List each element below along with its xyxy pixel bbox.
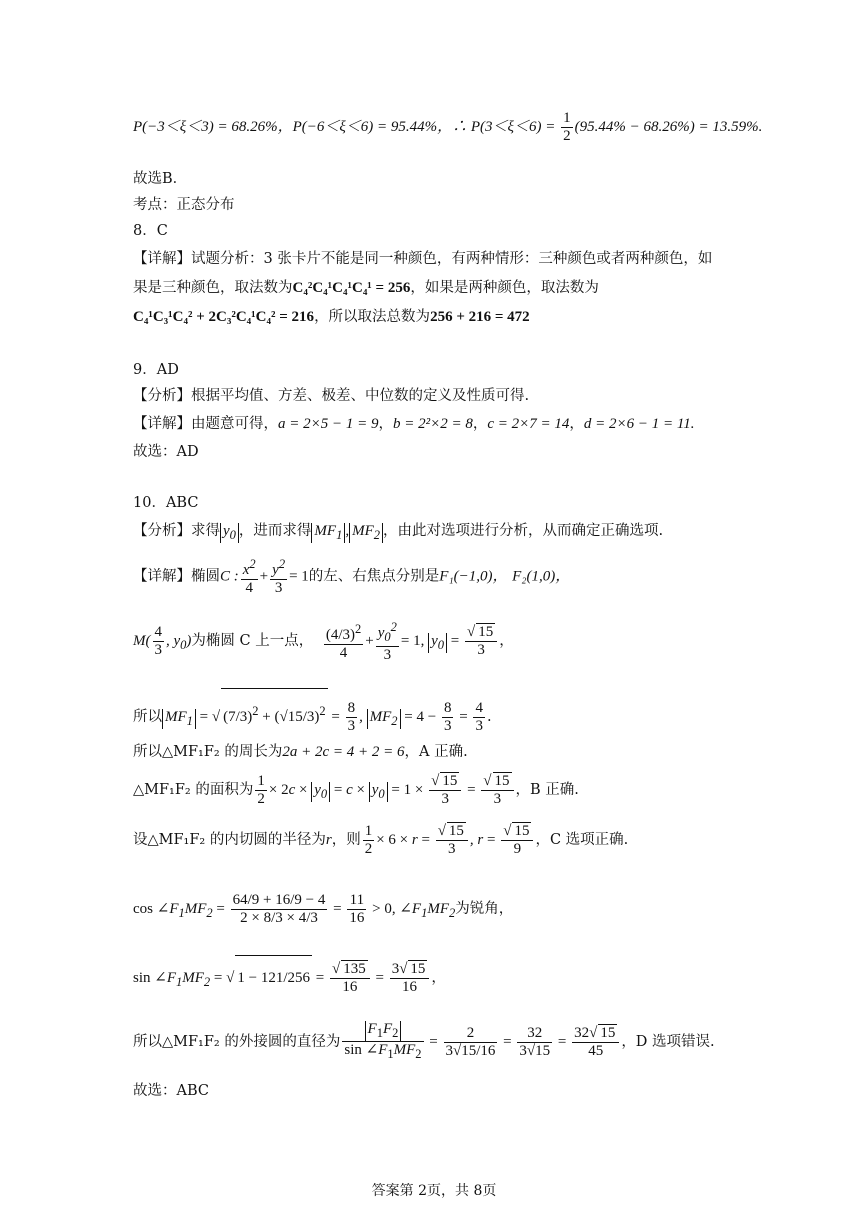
probability-formula: P(−3＜ξ＜3) = 68.26%，P(−6＜ξ＜6) = 95.44%，∴ P(3＜ξ＜6) = $\frac{1}{2}$ (95.44% − 68.26%) = 13.59%. [133, 110, 763, 145]
q10-area-line: △MF₁F₂ 的面积为 $\frac{1}{2}$ × $2c \times y_0 = c \times y_0 = 1$ × $\frac{√ 15}{3}$ = $\frac{√ 15}{3}$ ，B 正确. [133, 772, 579, 807]
q10-sin-line: $\sin \angle F_1MF_2$ = √ 1 − 121/256 = $\frac{√ 135}{16}$ = $\frac{3√ 15}{16}$ ， [133, 955, 788, 999]
q10-analysis: 【分析】求得 $y_0$ ，进而求得 $MF_1$ , $MF_2$ ，由此对选项进行分析，从而确定正确选项. [133, 523, 664, 542]
q8-formula-2: C₄¹C₃¹C₄² + 2C₃²C₄¹C₄² = 216 [133, 309, 315, 325]
q10-perimeter-line: 所以△MF₁F₂ 的周长为2a + 2c = 4 + 2 = 6，A 正确. [133, 744, 468, 760]
page-footer: 答案第 2页，共 8页 [371, 1183, 497, 1199]
q9-detail: 【详解】由题意可得，a = 2×5 − 1 = 9，b = 2²×2 = 8，c = 2×7 = 14，d = 2×6 − 1 = 11. [133, 416, 695, 432]
q10-cos-line: $\cos \angle F_1MF_2$ = $\frac{64/9 + 16/9 - 4}{2 \times 8/3 \times 4/3}$ = $\frac{11}{16}$ > 0, $\angle F_1MF_2$为锐角， [133, 891, 514, 926]
q9-answer: 故选：AD [133, 444, 199, 460]
q9-analysis: 【分析】根据平均值、方差、极差、中位数的定义及性质可得. [133, 388, 530, 404]
q10-circumcircle-line: 所以△MF₁F₂ 的外接圆的直径为 $\frac{F_1F_2}{\sin \angle F_1MF_2}$ = $\frac{2}{3√15/16}$ = $\frac{32}{3√15}$ = $\frac{32√ 15}{45}$ ，D 选项错误. [133, 1021, 715, 1061]
q9-number: 9．AD [133, 362, 179, 378]
q8-detail-3: C₄¹C₃¹C₄² + 2C₃²C₄¹C₄² = 216，所以取法总数为256 + 216 = 472 [133, 309, 530, 325]
q10-answer: 故选：ABC [133, 1083, 209, 1099]
q8-formula-3: 256 + 216 = 472 [430, 309, 530, 325]
topic-7: 考点：正态分布 [133, 197, 235, 213]
q10-point-line: M( $\frac{4}{3}$ , $y_0$)为椭圆 C 上一点， $\frac{(4/3)^2}{4}$ + $\frac{y_0^2}{3}$ = 1, $y_0$ = $\frac{√ 15}{3}$ ， [133, 619, 514, 663]
answer-7: 故选B． [133, 171, 188, 187]
q10-incircle-line: 设△MF₁F₂ 的内切圆的半径为r，则 $\frac{1}{2}$ × 6 × r = $\frac{√ 15}{3}$ , r = $\frac{√ 15}{9}$ ，C 选项正确. [133, 822, 629, 857]
probability-line [133, 110, 788, 144]
q10-ellipse-line: 【详解】椭圆C : $\frac{x^2}{4}$ + $\frac{y^2}{3}$ = 1的左、右焦点分别是F₁(−1,0)， F₂(1,0)， [133, 557, 571, 596]
q10-number: 10．ABC [133, 495, 199, 511]
q8-detail-2: 果是三种颜色，取法数为C₄²C₄¹C₄¹C₄¹ = 256，如果是两种颜色，取法数为 [133, 280, 599, 296]
q8-formula-1: C₄²C₄¹C₄¹C₄¹ = 256 [292, 280, 411, 296]
q10-mf-line: 所以 $MF_1$ = √ $(7/3)^2 + (√15/3)^2$ = $\frac{8}{3}$ , $MF_2 = 4$ − $\frac{8}{3}$ = $\frac{4}{3}$ . [133, 688, 788, 732]
q8-detail-1: 【详解】试题分析：3 张卡片不能是同一种颜色，有两种情形：三种颜色或者两种颜色，如 [133, 251, 713, 267]
q8-number: 8．C [133, 223, 168, 239]
